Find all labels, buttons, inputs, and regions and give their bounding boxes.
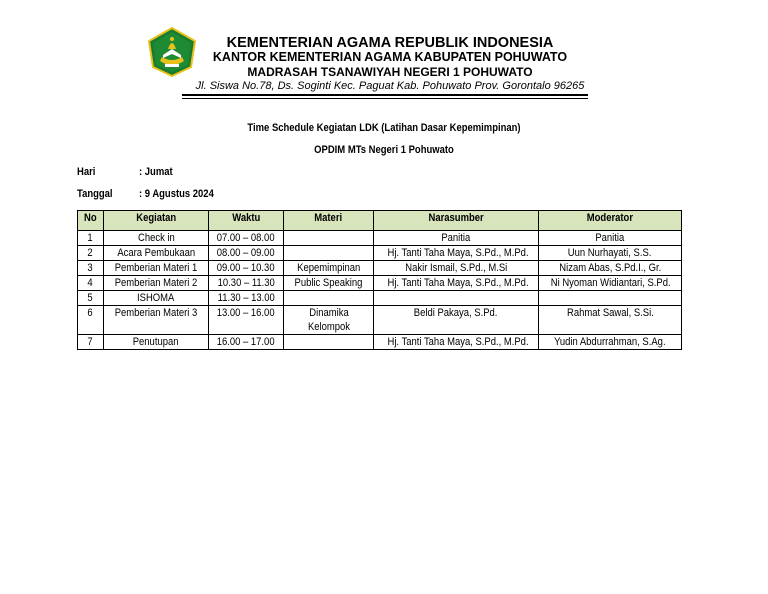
cell-narasumber: Panitia xyxy=(374,231,539,246)
cell-materi xyxy=(284,335,374,350)
table-header-row xyxy=(78,211,682,231)
cell-waktu: 10.30 – 11.30 xyxy=(209,276,284,291)
cell-materi xyxy=(284,231,374,246)
letterhead-address: Jl. Siswa No.78, Ds. Soginti Kec. Paguat Kab. Pohuwato Prov. Gorontalo 96265 xyxy=(195,80,585,92)
cell-waktu: 07.00 – 08.00 xyxy=(209,231,284,246)
hari-label: Hari xyxy=(77,166,96,178)
cell-moderator: Panitia xyxy=(539,231,682,246)
cell-moderator: Rahmat Sawal, S.Si. xyxy=(539,306,682,335)
cell-waktu: 11.30 – 13.00 xyxy=(209,291,284,306)
document-subtitle: OPDIM MTs Negeri 1 Pohuwato xyxy=(314,144,454,156)
cell-narasumber: Hj. Tanti Taha Maya, S.Pd., M.Pd. xyxy=(374,335,539,350)
cell-narasumber: Nakir Ismail, S.Pd., M.Si xyxy=(374,261,539,276)
cell-waktu: 16.00 – 17.00 xyxy=(209,335,284,350)
cell-kegiatan: Pemberian Materi 3 xyxy=(104,306,209,335)
document-title: Time Schedule Kegiatan LDK (Latihan Dasar Kepemimpinan) xyxy=(247,122,521,134)
header-materi: Materi xyxy=(284,211,374,231)
cell-no: 1 xyxy=(78,231,104,246)
hari-value: : Jumat xyxy=(139,166,173,178)
table-row xyxy=(78,276,682,291)
header-no: No xyxy=(78,211,104,231)
cell-materi: Kepemimpinan xyxy=(284,261,374,276)
letterhead-rule-thin xyxy=(182,98,588,99)
tanggal-value: : 9 Agustus 2024 xyxy=(139,188,214,200)
cell-no: 3 xyxy=(78,261,104,276)
cell-waktu: 13.00 – 16.00 xyxy=(209,306,284,335)
cell-materi xyxy=(284,291,374,306)
cell-no: 7 xyxy=(78,335,104,350)
cell-narasumber xyxy=(374,291,539,306)
tanggal-label: Tanggal xyxy=(77,188,113,200)
table-row xyxy=(78,261,682,276)
cell-moderator: Nizam Abas, S.Pd.I., Gr. xyxy=(539,261,682,276)
letterhead-ministry: KEMENTERIAN AGAMA REPUBLIK INDONESIA xyxy=(226,35,554,51)
table-row xyxy=(78,306,682,335)
cell-no: 5 xyxy=(78,291,104,306)
header-moderator: Moderator xyxy=(539,211,682,231)
table-row xyxy=(78,246,682,261)
header-narasumber: Narasumber xyxy=(374,211,539,231)
schedule-table xyxy=(77,210,682,350)
cell-no: 6 xyxy=(78,306,104,335)
letterhead-school: MADRASAH TSANAWIYAH NEGERI 1 POHUWATO xyxy=(247,65,533,79)
cell-materi xyxy=(284,246,374,261)
table-row xyxy=(78,231,682,246)
cell-kegiatan: Acara Pembukaan xyxy=(104,246,209,261)
cell-kegiatan: ISHOMA xyxy=(104,291,209,306)
cell-no: 2 xyxy=(78,246,104,261)
cell-narasumber: Hj. Tanti Taha Maya, S.Pd., M.Pd. xyxy=(374,246,539,261)
cell-kegiatan: Pemberian Materi 1 xyxy=(104,261,209,276)
cell-kegiatan: Pemberian Materi 2 xyxy=(104,276,209,291)
header-kegiatan: Kegiatan xyxy=(104,211,209,231)
cell-moderator xyxy=(539,291,682,306)
cell-waktu: 09.00 – 10.30 xyxy=(209,261,284,276)
cell-moderator: Yudin Abdurrahman, S.Ag. xyxy=(539,335,682,350)
cell-materi: Public Speaking xyxy=(284,276,374,291)
cell-narasumber: Hj. Tanti Taha Maya, S.Pd., M.Pd. xyxy=(374,276,539,291)
letterhead-rule-thick xyxy=(182,94,588,96)
cell-moderator: Uun Nurhayati, S.S. xyxy=(539,246,682,261)
cell-materi: Dinamika Kelompok xyxy=(284,306,374,335)
table-row xyxy=(78,291,682,306)
table-row xyxy=(78,335,682,350)
cell-waktu: 08.00 – 09.00 xyxy=(209,246,284,261)
cell-moderator: Ni Nyoman Widiantari, S.Pd. xyxy=(539,276,682,291)
cell-kegiatan: Penutupan xyxy=(104,335,209,350)
cell-kegiatan: Check in xyxy=(104,231,209,246)
header-waktu: Waktu xyxy=(209,211,284,231)
cell-narasumber: Beldi Pakaya, S.Pd. xyxy=(374,306,539,335)
cell-no: 4 xyxy=(78,276,104,291)
letterhead-office: KANTOR KEMENTERIAN AGAMA KABUPATEN POHUWATO xyxy=(212,50,568,64)
